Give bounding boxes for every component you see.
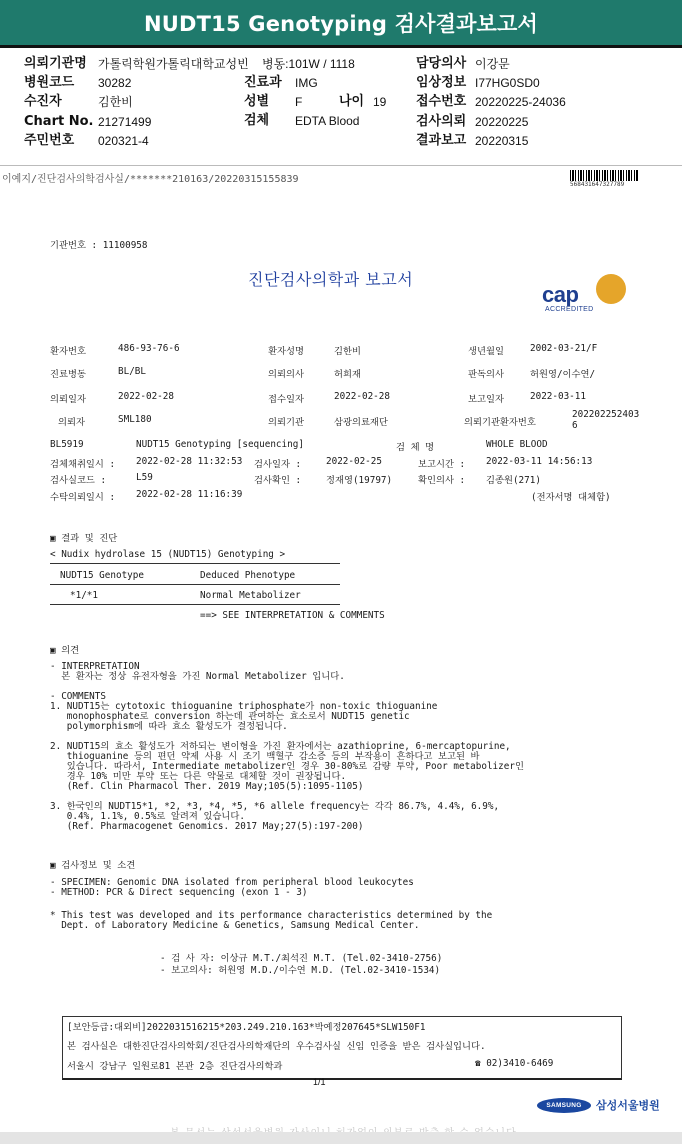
requesting-org-label: 의뢰기관명 bbox=[24, 56, 87, 71]
address-line: 서울시 강남구 일원로81 본관 2층 진단검사의학과 bbox=[67, 1061, 283, 1072]
certification-line: 본 검사실은 대한진단검사의학회/진단검사의학재단의 우수검사실 신임 인증을 받은 검사실입니다. bbox=[67, 1041, 486, 1052]
result-rule-mid bbox=[50, 584, 340, 585]
confirm-value: 김종원(271) bbox=[486, 475, 541, 486]
result-heading: ▣ 결과 및 진단 bbox=[50, 533, 118, 544]
method-line: * This test was developed and its performance characteristics determined by the bbox=[50, 910, 493, 921]
doctor-value: 이강문 bbox=[475, 57, 510, 71]
title-bar bbox=[0, 0, 682, 48]
esign-note: (전자서명 대체함) bbox=[531, 492, 611, 503]
resident-label: 주민번호 bbox=[24, 133, 75, 148]
test-code: BL5919 bbox=[50, 439, 84, 450]
opinion-line: (Ref. Pharmacogenet Genomics. 2017 May;27(5):197-200) bbox=[50, 821, 364, 832]
result-rule-bottom bbox=[50, 604, 340, 605]
dept-value: IMG bbox=[295, 76, 318, 90]
document-path: 이예지/진단검사의학검사실/*******210163/20220315155839 bbox=[2, 174, 299, 185]
bottom-scroll-strip[interactable] bbox=[0, 1132, 682, 1144]
age-value: 19 bbox=[373, 95, 387, 109]
age-label: 나이 bbox=[339, 94, 365, 109]
request-date-value: 20220225 bbox=[475, 115, 529, 129]
reading-doc-label: 판독의사 bbox=[468, 369, 504, 380]
barcode-number: 568431647327789 bbox=[570, 181, 625, 188]
opinion-line: thioguanine 등의 편던 약제 사용 시 조기 백혈구 감소증 등의 부작용이 흔하다고 보고된 바 bbox=[50, 751, 480, 762]
method-line: Dept. of Laboratory Medicine & Genetics, Samsung Medical Center. bbox=[50, 920, 420, 931]
method-heading: ▣ 검사정보 및 소견 bbox=[50, 860, 136, 871]
req-org-label: 의뢰기관 bbox=[268, 417, 304, 428]
reading-doc-value: 허원영/이수연/ bbox=[530, 369, 596, 380]
requester-label: 의뢰자 bbox=[58, 417, 85, 428]
recv-date-value: 2022-02-28 bbox=[334, 391, 390, 402]
opinion-line: polymorphism에 따라 효소 활성도가 결정됩니다. bbox=[50, 721, 288, 732]
opinion-line: (Ref. Clin Pharmacol Ther. 2019 May;105(5):1095-1105) bbox=[50, 781, 364, 792]
opinion-line: 1. NUDT15는 cytotoxic thioguanine triphosphate가 non-toxic thioguanine bbox=[50, 701, 438, 712]
pid-label: 환자번호 bbox=[50, 346, 86, 357]
room-label: 검사실코드 : bbox=[50, 475, 107, 486]
checker-value: 정재영(19797) bbox=[326, 475, 393, 486]
req-date-label: 의뢰일자 bbox=[50, 394, 86, 405]
barcode bbox=[570, 170, 638, 181]
institution-number: 기관번호 : 11100958 bbox=[50, 240, 148, 251]
opinion-line: 2. NUDT15의 효소 활성도가 저하되는 변이형을 가진 환자에서는 azathioprine, 6-mercaptopurine, bbox=[50, 741, 511, 752]
test-name: NUDT15 Genotyping [sequencing] bbox=[136, 439, 304, 450]
dob-label: 생년월일 bbox=[468, 346, 504, 357]
req-doc-label: 의뢰의사 bbox=[268, 369, 304, 380]
method-body bbox=[50, 878, 492, 931]
room-value: L59 bbox=[136, 472, 153, 483]
signer-tester: - 검 사 자: 이상규 M.T./최석진 M.T. (Tel.02-3410-2756) bbox=[160, 953, 443, 964]
method-line: - METHOD: PCR & Direct sequencing (exon 1 - 3) bbox=[50, 887, 308, 898]
requester-value: SML180 bbox=[118, 414, 152, 425]
org-pid-value-cont: 6 bbox=[572, 420, 578, 431]
opinion-line: - INTERPRETATION bbox=[50, 661, 140, 672]
report-document bbox=[0, 165, 682, 1132]
opinion-line: 3. 한국인의 NUDT15*1, *2, *3, *4, *5, *6 allele frequency는 각각 86.7%, 4.4%, 6.9%, bbox=[50, 801, 500, 812]
sex-label: 성별 bbox=[244, 94, 270, 109]
request-date-label: 검사의뢰 bbox=[416, 114, 467, 129]
doctor-label: 담당의사 bbox=[416, 56, 467, 71]
report-date-value: 20220315 bbox=[475, 134, 529, 148]
req-doc-value: 허희재 bbox=[334, 369, 361, 380]
specimen-value: EDTA Blood bbox=[295, 114, 360, 128]
signer-reporter: - 보고의사: 허원영 M.D./이수연 M.D. (Tel.02-3410-1534) bbox=[160, 965, 441, 976]
genotype-value: *1/*1 bbox=[70, 590, 98, 601]
phenotype-value: Normal Metabolizer bbox=[200, 590, 301, 601]
see-interpretation: ==> SEE INTERPRETATION & COMMENTS bbox=[200, 610, 385, 621]
examinee-value: 김한비 bbox=[98, 95, 133, 109]
method-line: - SPECIMEN: Genomic DNA isolated from peripheral blood leukocytes bbox=[50, 877, 414, 888]
hospital-code-label: 병원코드 bbox=[24, 75, 75, 90]
opinion-line: 본 환자는 정상 유전자형을 가진 Normal Metabolizer 입니다. bbox=[50, 671, 345, 682]
footer-box bbox=[62, 1016, 622, 1080]
clinical-value: I77HG0SD0 bbox=[475, 76, 540, 90]
opinion-line: - COMMENTS bbox=[50, 691, 106, 702]
ward-label: 진료병동 bbox=[50, 369, 86, 380]
cap-logo-text: cap bbox=[542, 282, 579, 307]
confirm-label: 확인의사 : bbox=[418, 475, 466, 486]
clinical-label: 임상정보 bbox=[416, 75, 467, 90]
phone-line: ☎ 02)3410-6469 bbox=[475, 1058, 554, 1069]
opinion-heading: ▣ 의견 bbox=[50, 645, 80, 656]
checker-label: 검사확인 : bbox=[254, 475, 302, 486]
collect-value: 2022-02-28 11:32:53 bbox=[136, 456, 243, 467]
cap-circle-icon bbox=[596, 274, 626, 304]
result-subtitle: < Nudix hydrolase 15 (NUDT15) Genotyping > bbox=[50, 549, 286, 560]
cap-accredited-logo bbox=[542, 274, 628, 316]
page-title: NUDT15 Genotyping 검사결과보고서 bbox=[143, 11, 539, 36]
chart-value: 21271499 bbox=[98, 115, 152, 129]
pid-value: 486-93-76-6 bbox=[118, 343, 180, 354]
test-date-value: 2022-02-25 bbox=[326, 456, 382, 467]
test-specimen-value: WHOLE BLOOD bbox=[486, 439, 548, 450]
genotype-col-header: NUDT15 Genotype bbox=[60, 570, 144, 581]
opinion-line bbox=[50, 682, 524, 692]
examinee-label: 수진자 bbox=[24, 94, 62, 109]
rep-date-value: 2022-03-11 bbox=[530, 391, 586, 402]
summary-info bbox=[0, 50, 682, 165]
page-number: 1/1 bbox=[313, 1077, 326, 1087]
opinion-line: monophosphate로 conversion 하는데 관여하는 효소로서 NUDT15 genetic bbox=[50, 711, 410, 722]
phenotype-col-header: Deduced Phenotype bbox=[200, 570, 296, 581]
dept-label: 진료과 bbox=[244, 75, 282, 90]
dob-value: 2002-03-21/F bbox=[530, 343, 598, 354]
consign-label: 수탁의뢰일시 : bbox=[50, 492, 116, 503]
opinion-body bbox=[50, 662, 524, 832]
chart-label: Chart No. bbox=[24, 114, 94, 129]
samsung-logo-oval: SAMSUNG bbox=[537, 1098, 591, 1113]
hospital-code: 30282 bbox=[98, 76, 132, 90]
samsung-hospital-logo bbox=[537, 1094, 660, 1116]
opinion-line: 0.4%, 1.1%, 0.5%로 알려져 있습니다. bbox=[50, 811, 245, 822]
name-value: 김한비 bbox=[334, 346, 361, 357]
recv-date-label: 접수일자 bbox=[268, 394, 304, 405]
ward-value: 병동:101W / 1118 bbox=[262, 57, 355, 71]
report-title: 진단검사의학과 보고서 bbox=[248, 270, 414, 289]
rep-date-label: 보고일자 bbox=[468, 394, 504, 405]
sex-value: F bbox=[295, 95, 303, 109]
opinion-line: 있습니다. 따라서, Intermediate metabolizer인 경우 30-80%로 감량 투약, Poor metabolizer인 bbox=[50, 761, 524, 772]
receipt-no-label: 접수번호 bbox=[416, 94, 467, 109]
result-rule-top bbox=[50, 563, 340, 564]
org-pid-value: 202202252403 bbox=[572, 409, 640, 420]
report-time-label: 보고시간 : bbox=[418, 459, 466, 470]
security-line: [보안등급:대외비]2022031516215*203.249.210.163*박예정207645*SLW150F1 bbox=[67, 1022, 426, 1033]
resident-value: 020321-4 bbox=[98, 134, 149, 148]
specimen-label: 검체 bbox=[244, 113, 270, 128]
org-pid-label: 의뢰기관환자번호 bbox=[464, 417, 536, 428]
req-date-value: 2022-02-28 bbox=[118, 391, 174, 402]
consign-value: 2022-02-28 11:16:39 bbox=[136, 489, 243, 500]
test-date-label: 검사일자 : bbox=[254, 459, 302, 470]
ward-value-doc: BL/BL bbox=[118, 366, 146, 377]
test-specimen-label: 검 체 명 bbox=[396, 442, 435, 453]
req-org-value: 삼광의료재단 bbox=[334, 417, 388, 428]
cap-accredited-text: ACCREDITED bbox=[545, 306, 594, 313]
requesting-org: 가톨릭학원가톨릭대학교성빈 bbox=[98, 57, 249, 71]
receipt-no-value: 20220225-24036 bbox=[475, 95, 566, 109]
report-time-value: 2022-03-11 14:56:13 bbox=[486, 456, 593, 467]
name-label: 환자성명 bbox=[268, 346, 304, 357]
report-date-label: 결과보고 bbox=[416, 133, 467, 148]
opinion-line: 경우 10% 미만 투약 또는 다른 약물로 대체할 것이 권장됩니다. bbox=[50, 771, 347, 782]
samsung-hospital-name: 삼성서울병원 bbox=[596, 1099, 660, 1112]
collect-label: 검체채취일시 : bbox=[50, 459, 116, 470]
